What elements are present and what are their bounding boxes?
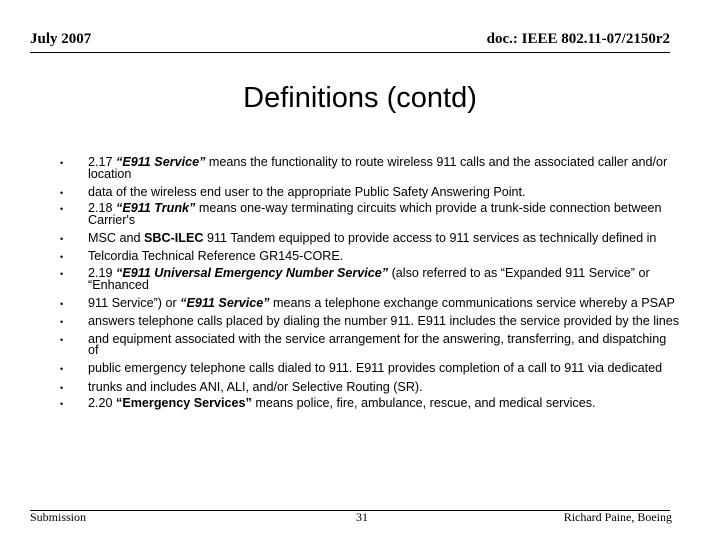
bullet-dot-icon: •: [60, 334, 64, 345]
bullet-item-12: [60, 398, 680, 410]
definition-text: Telcordia Technical Reference GR145-CORE.: [88, 249, 344, 264]
footer-author: Richard Paine, Boeing: [563, 510, 672, 524]
bullet-dot-icon: •: [60, 269, 64, 280]
slide-title: Definitions (contd): [243, 82, 477, 114]
bullet-dot-icon: •: [60, 187, 64, 198]
bullet-item-3: [60, 203, 680, 226]
bullet-dot-icon: •: [60, 298, 64, 309]
definition-text: and equipment associated with the service arrangement for the answering, transferring, and dispatching of: [88, 331, 667, 358]
bullet-item-4: [60, 233, 680, 245]
footer-page-number: 31: [356, 510, 368, 524]
definition-term: “E911 Service”: [180, 295, 270, 310]
bullet-dot-icon: •: [60, 158, 64, 168]
definition-text: means one-way terminating circuits which provide a trunk-side connection between Carrier's: [88, 201, 662, 227]
bullet-item-2: [60, 184, 680, 199]
definition-term: “Emergency Services”: [116, 396, 252, 411]
definition-text: data of the wireless end user to the appropriate Public Safety Answering Point.: [88, 184, 526, 199]
bullet-dot-icon: •: [60, 234, 64, 245]
definition-number: 2.18: [88, 201, 117, 216]
definitions-list: [60, 157, 680, 415]
definition-text: means police, fire, ambulance, rescue, and medical services.: [251, 396, 596, 411]
definition-number: 2.19: [88, 266, 117, 281]
bullet-dot-icon: •: [60, 316, 64, 327]
bullet-dot-icon: •: [60, 382, 64, 393]
bullet-item-7: [60, 295, 680, 310]
bullet-item-6: [60, 268, 680, 291]
definition-prefix: MSC and: [88, 231, 144, 246]
definition-prefix: 911 Service”) or: [88, 295, 181, 310]
definition-text: 911 Tandem equipped to provide access to 911 services as technically defined in: [203, 231, 657, 246]
bullet-dot-icon: •: [60, 204, 64, 215]
header-date: July 2007: [30, 31, 92, 47]
definition-number: 2.20: [88, 396, 117, 411]
bullet-dot-icon: •: [60, 252, 64, 263]
bullet-item-1: [60, 157, 680, 180]
bullet-item-9: [60, 331, 680, 358]
bullet-item-5: [60, 251, 680, 263]
footer-submission: Submission: [30, 510, 87, 524]
definition-text: answers telephone calls placed by dialing the number 911. E911 includes the service provided by the lines: [88, 313, 680, 328]
definition-term: “E911 Trunk”: [116, 201, 196, 216]
bullet-item-8: [60, 313, 680, 328]
bullet-dot-icon: •: [60, 399, 64, 410]
definition-bold-term: SBC-ILEC: [144, 231, 204, 246]
header-divider: [30, 52, 670, 53]
definition-text: means a telephone exchange communications service whereby a PSAP: [269, 295, 675, 310]
definition-text: means the functionality to route wireless 911 calls and the associated caller and/or location: [88, 155, 668, 181]
definition-term: “E911 Service”: [116, 155, 206, 169]
definition-text: (also referred to as “Expanded 911 Service” or “Enhanced: [88, 266, 650, 292]
bullet-item-10: [60, 363, 680, 375]
definition-text: trunks and includes ANI, ALI, and/or Selective Routing (SR).: [88, 379, 423, 394]
definition-text: public emergency telephone calls dialed to 911. E911 provides completion of a call to 911 via dedicated: [88, 361, 663, 376]
bullet-dot-icon: •: [60, 364, 64, 375]
definition-term: “E911 Universal Emergency Number Service”: [116, 266, 389, 281]
definition-number: 2.17: [88, 155, 117, 169]
header-doc-id: doc.: IEEE 802.11-07/2150r2: [486, 31, 670, 47]
bullet-item-11: [60, 379, 680, 394]
